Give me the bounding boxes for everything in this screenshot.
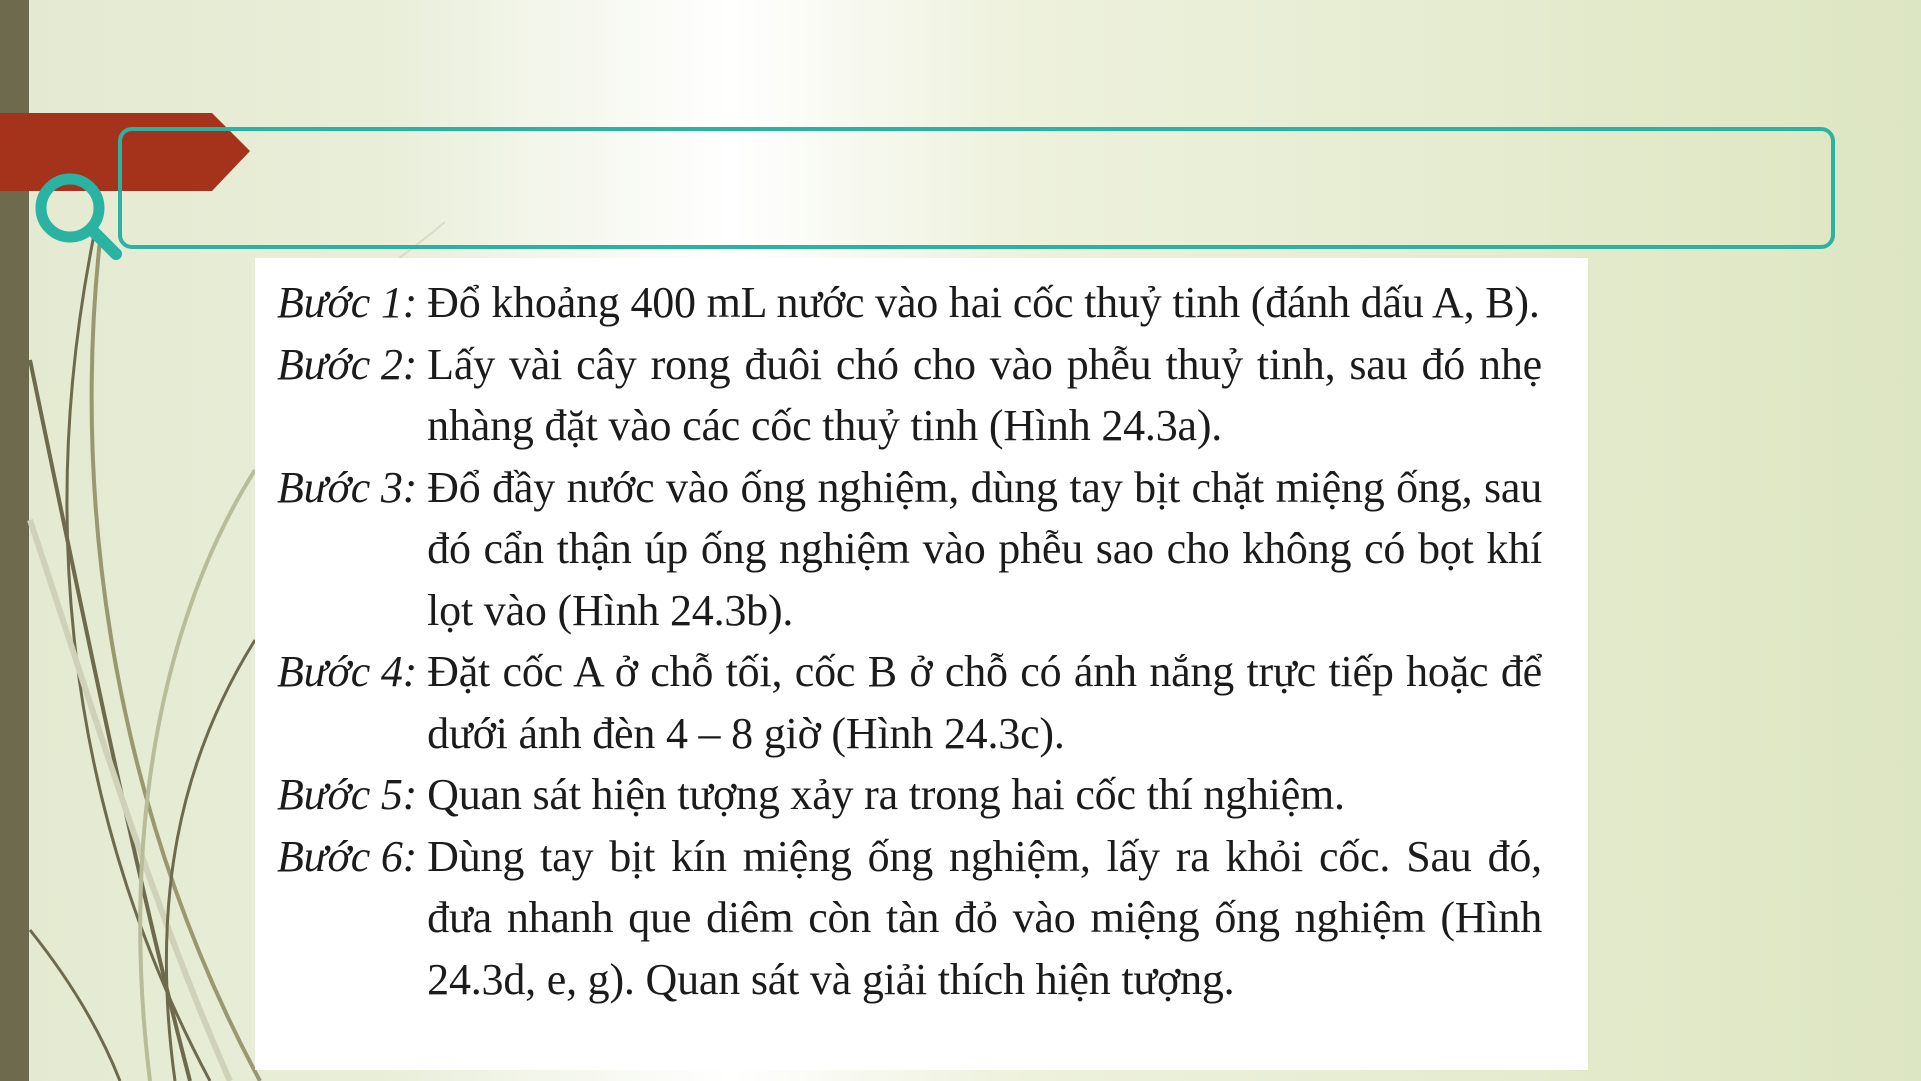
step-text: Lấy vài cây rong đuôi chó cho vào phễu thuỷ tinh, sau đó nhẹ nhàng đặt vào các cốc thuỷ tinh (Hình 24.3a). xyxy=(427,339,1542,450)
step-1 xyxy=(277,272,1542,334)
steps-panel xyxy=(255,258,1588,1070)
step-4 xyxy=(277,641,1542,764)
step-label: Bước 6: xyxy=(277,831,418,881)
step-5 xyxy=(277,764,1542,826)
magnifier-icon xyxy=(30,168,125,263)
step-label: Bước 4: xyxy=(277,647,418,696)
step-label: Bước 5: xyxy=(277,770,418,819)
step-text: Đổ đầy nước vào ống nghiệm, dùng tay bịt chặt miệng ống, sau đó cẩn thận úp ống nghiệm vào phễu sao cho không có bọt khí lọt vào (Hình 24.3b). xyxy=(427,462,1542,635)
step-text: Đổ khoảng 400 mL nước vào hai cốc thuỷ tinh (đánh dấu A, B). xyxy=(427,278,1540,327)
title-box xyxy=(118,127,1835,249)
step-label: Bước 3: xyxy=(277,462,418,512)
step-label: Bước 2: xyxy=(277,339,418,389)
step-6 xyxy=(277,826,1542,1011)
step-2 xyxy=(277,334,1542,457)
step-text: Quan sát hiện tượng xảy ra trong hai cốc thí nghiệm. xyxy=(427,770,1345,819)
step-3 xyxy=(277,457,1542,642)
step-label: Bước 1: xyxy=(277,278,418,327)
step-text: Dùng tay bịt kín miệng ống nghiệm, lấy ra khỏi cốc. Sau đó, đưa nhanh que diêm còn tàn đỏ vào miệng ống nghiệm (Hình 24.3d, e, g). Quan sát và giải thích hiện tượng. xyxy=(427,831,1542,1004)
step-text: Đặt cốc A ở chỗ tối, cốc B ở chỗ có ánh nắng trực tiếp hoặc để dưới ánh đèn 4 – 8 giờ (Hình 24.3c). xyxy=(427,647,1542,758)
